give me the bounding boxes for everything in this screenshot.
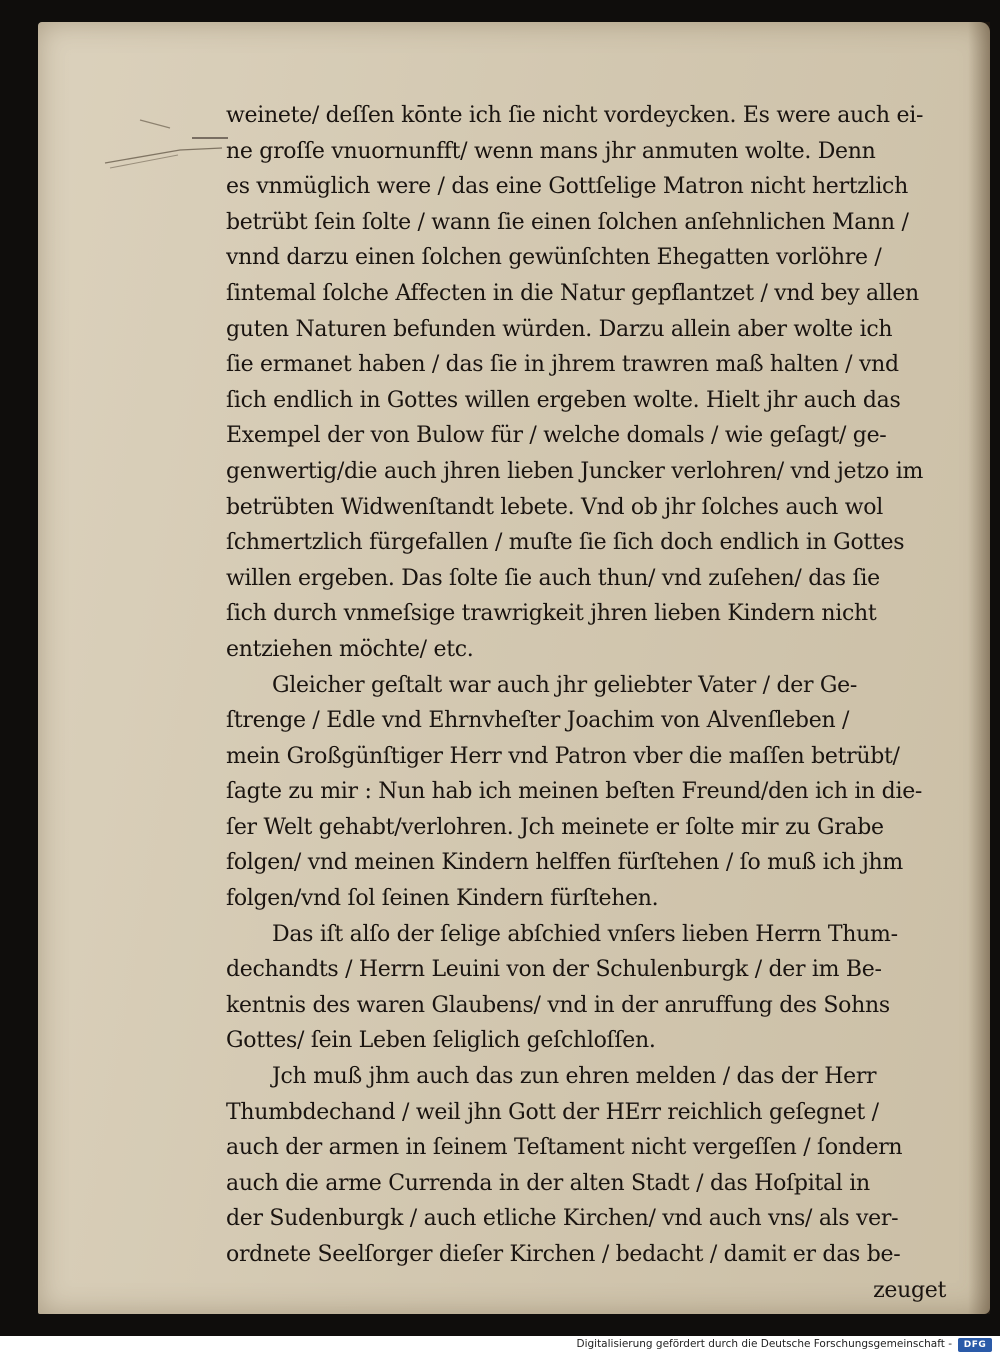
text-line: entziehen möchte/ etc.: [226, 636, 474, 662]
text-line: willen ergeben. Das ſolte ſie auch thun/ vnd zuſehen/ das ſie: [226, 565, 880, 591]
page-text: [226, 98, 956, 1308]
text-line: ſchmertzlich fürgefallen / muſte ſie ſich doch endlich in Gottes: [226, 530, 905, 556]
text-line: ordnete Seelſorger dieſer Kirchen / bedacht / damit er das be-: [226, 1242, 901, 1267]
text-line: es vnmüglich were / das eine Gottſelige Matron nicht hertzlich: [226, 174, 908, 200]
text-line: ſagte zu mir : Nun hab ich meinen beſten Freund/den ich in die-: [226, 779, 923, 805]
paragraph-first-line: Das iſt alſo der ſelige abſchied vnſers lieben Herrn Thum-: [272, 921, 898, 947]
catchword: zeuget: [873, 1277, 946, 1303]
text-line: guten Naturen befunden würden. Darzu allein aber wolte ich: [226, 316, 893, 342]
text-line: folgen/ vnd meinen Kindern helffen fürſtehen / ſo muß ich jhm: [226, 850, 903, 876]
text-line: Thumbdechand / weil jhn Gott der HErr reichlich geſegnet /: [226, 1099, 879, 1125]
dfg-logo: DFG: [958, 1338, 992, 1352]
text-line: der Sudenburgk / auch etliche Kirchen/ vnd auch vns/ als ver-: [226, 1206, 899, 1232]
funding-credit: Digitalisierung gefördert durch die Deutsche Forschungsgemeinschaft -: [576, 1338, 952, 1350]
text-line: ſer Welt gehabt/verlohren. Jch meinete er ſolte mir zu Grabe: [226, 814, 884, 840]
text-line: ſie ermanet haben / das ſie in jhrem trawren maß halten / vnd: [226, 352, 899, 378]
paragraph-first-line: Gleicher geſtalt war auch jhr geliebter Vater / der Ge-: [272, 672, 858, 698]
text-line: ſtrenge / Edle vnd Ehrnvheſter Joachim von Alvenſleben /: [226, 708, 850, 734]
page-edge-shadow: [968, 22, 990, 1314]
text-line: auch die arme Currenda in der alten Stadt / das Hoſpital in: [226, 1170, 870, 1196]
text-line: ſich durch vnmeſsige trawrigkeit jhren lieben Kindern nicht: [226, 601, 877, 627]
text-line: genwertig/die auch jhren lieben Juncker verlohren/ vnd jetzo im: [226, 458, 924, 484]
text-line: ſich endlich in Gottes willen ergeben wolte. Hielt jhr auch das: [226, 387, 901, 413]
text-line: kentnis des waren Glaubens/ vnd in der anruffung des Sohns: [226, 992, 890, 1018]
text-line: dechandts / Herrn Leuini von der Schulenburgk / der im Be-: [226, 957, 882, 983]
text-line: betrübten Widwenſtandt lebete. Vnd ob jhr ſolches auch wol: [226, 494, 883, 520]
text-line: Gottes/ ſein Leben ſeliglich geſchloſſen.: [226, 1028, 656, 1054]
text-line: vnnd darzu einen ſolchen gewünſchten Ehegatten vorlöhre /: [226, 245, 882, 271]
text-line: ſintemal ſolche Affecten in die Natur gepflantzet / vnd bey allen: [226, 280, 919, 306]
text-line: betrübt ſein ſolte / wann ſie einen ſolchen anſehnlichen Mann /: [226, 209, 909, 235]
text-line: auch der armen in ſeinem Teſtament nicht vergeſſen / ſondern: [226, 1135, 903, 1161]
text-line: folgen/vnd ſol ſeinen Kindern fürſtehen.: [226, 886, 659, 912]
digitization-footer: [0, 1336, 1000, 1355]
text-line: ne groſſe vnuornunfft/ wenn mans jhr anmuten wolte. Denn: [226, 138, 876, 164]
paragraph-first-line: Jch muß jhm auch das zun ehren melden / das der Herr: [272, 1064, 877, 1090]
text-line: weinete/ deſſen kōnte ich ſie nicht vordeycken. Es were auch ei-: [226, 103, 924, 128]
text-line: mein Großgünſtiger Herr vnd Patron vber die maſſen betrübt/: [226, 743, 900, 769]
marginal-pen-mark: [100, 108, 230, 188]
text-line: Exempel der von Bulow für / welche domals / wie geſagt/ ge-: [226, 423, 887, 449]
